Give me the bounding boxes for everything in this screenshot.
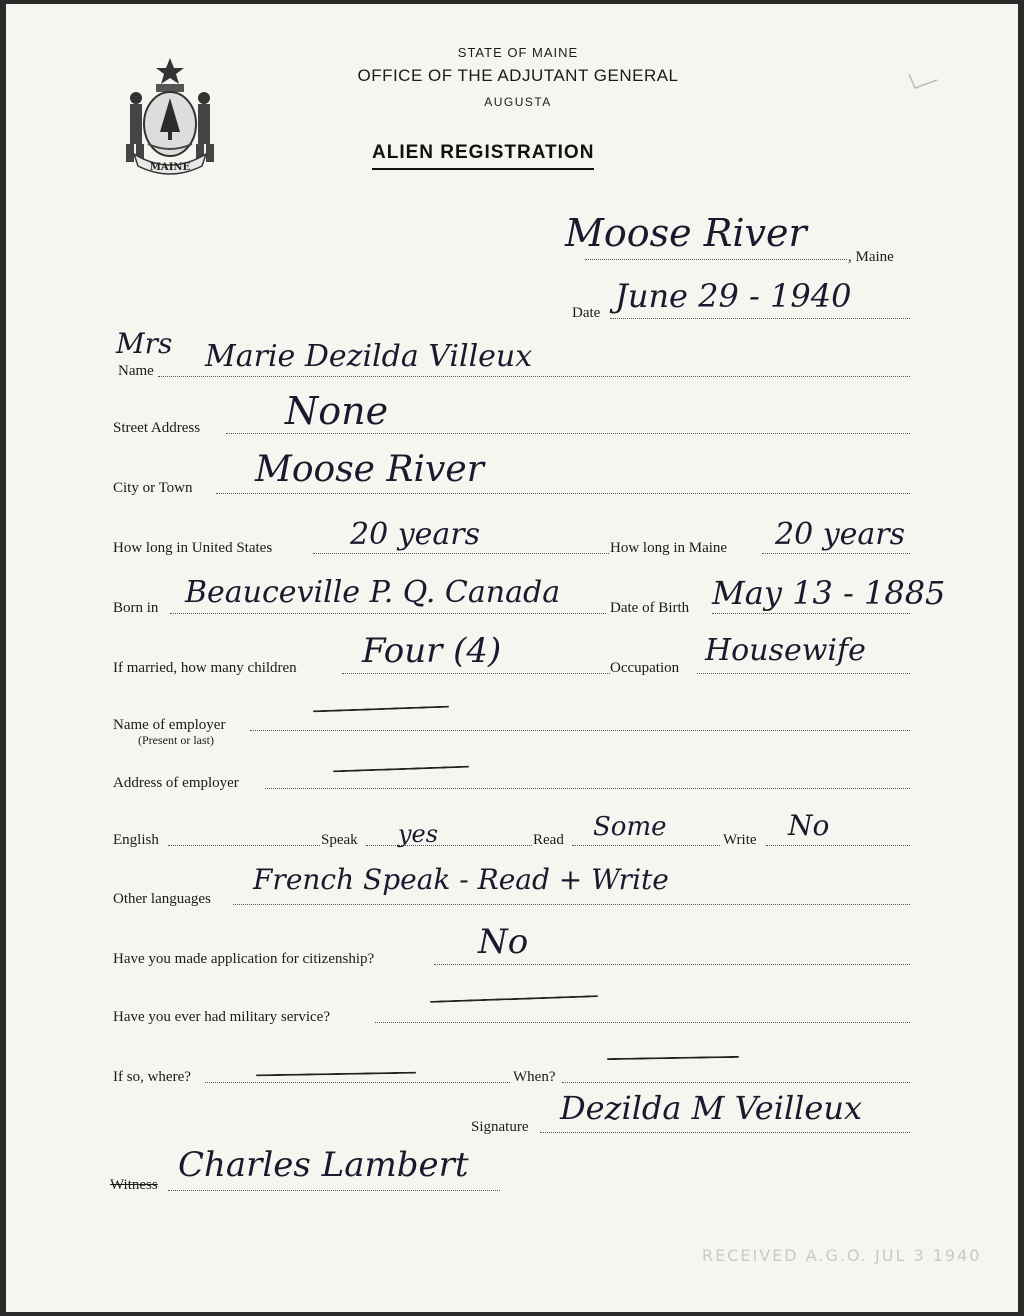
write-line [766,845,910,846]
children-label: If married, how many children [113,660,297,676]
read-entry: Some [593,812,667,842]
street-line [226,433,910,434]
header-state: STATE OF MAINE [457,45,579,60]
speak-label: Speak [321,832,358,848]
write-label: Write [723,832,757,848]
occupation-line [697,673,910,674]
how-long-maine-entry: 20 years [775,517,906,552]
english-label: English [113,832,159,848]
how-long-maine-label: How long in Maine [610,540,728,556]
citizenship-entry: No [478,922,529,962]
children-entry: Four (4) [362,631,502,671]
header-city: AUGUSTA [484,95,552,109]
date-line [610,318,910,319]
town-entry: Moose River [565,211,807,255]
street-entry: None [285,389,389,433]
maine-label: , Maine [848,249,894,265]
citizenship-line [434,964,910,965]
when-label: When? [513,1069,556,1085]
citizenship-label: Have you made application for citizenship? [113,951,375,967]
born-in-label: Born in [113,600,159,616]
town-line [585,259,847,260]
military-label: Have you ever had military service? [113,1009,330,1025]
witness-line [168,1190,500,1191]
name-line [158,376,910,377]
employer-label: Name of employer [113,717,226,733]
city-line [216,493,910,494]
other-languages-label: Other languages [113,891,211,907]
military-line [375,1022,910,1023]
english-line [168,845,320,846]
form-title: ALIEN REGISTRATION [372,142,594,170]
children-line [342,673,610,674]
read-line [572,845,720,846]
dob-entry: May 13 - 1885 [712,574,946,612]
speak-line [366,845,532,846]
born-in-line [170,613,606,614]
svg-text:MAINE: MAINE [149,162,191,173]
dob-label: Date of Birth [610,600,690,616]
how-long-us-label: How long in United States [113,540,273,556]
signature-label: Signature [471,1119,529,1135]
received-stamp: RECEIVED A.G.O. JUL 3 1940 [702,1246,982,1265]
employer-line [250,730,910,731]
witness-label: Witness [110,1177,158,1193]
other-languages-line [233,904,910,905]
date-entry: June 29 - 1940 [615,277,852,315]
occupation-label: Occupation [610,660,680,676]
name-label: Name [118,363,154,379]
witness-entry: Charles Lambert [178,1145,469,1185]
speak-entry: yes [398,820,439,848]
born-in-entry: Beauceville P. Q. Canada [185,575,561,610]
city-label: City or Town [113,480,193,496]
when-line [562,1082,910,1083]
how-long-us-entry: 20 years [350,517,481,552]
signature-entry: Dezilda M Veilleux [560,1089,862,1127]
dob-line [712,613,910,614]
employer-sublabel: (Present or last) [138,733,214,747]
employer-address-label: Address of employer [113,775,239,791]
header-office: OFFICE OF THE ADJUTANT GENERAL [357,66,679,85]
date-label: Date [572,305,601,321]
if-so-where-line [205,1082,510,1083]
form-page [6,4,1018,1312]
how-long-maine-line [762,553,910,554]
other-languages-entry: French Speak - Read + Write [253,863,669,896]
city-entry: Moose River [255,449,484,490]
employer-address-line [265,788,910,789]
street-label: Street Address [113,420,201,436]
write-entry: No [788,809,830,842]
read-label: Read [533,832,564,848]
signature-line [540,1132,910,1133]
how-long-us-line [313,553,609,554]
name-prefix-entry: Mrs [116,327,173,360]
occupation-entry: Housewife [705,633,866,668]
name-entry: Marie Dezilda Villeux [205,339,533,374]
if-so-where-label: If so, where? [113,1069,191,1085]
